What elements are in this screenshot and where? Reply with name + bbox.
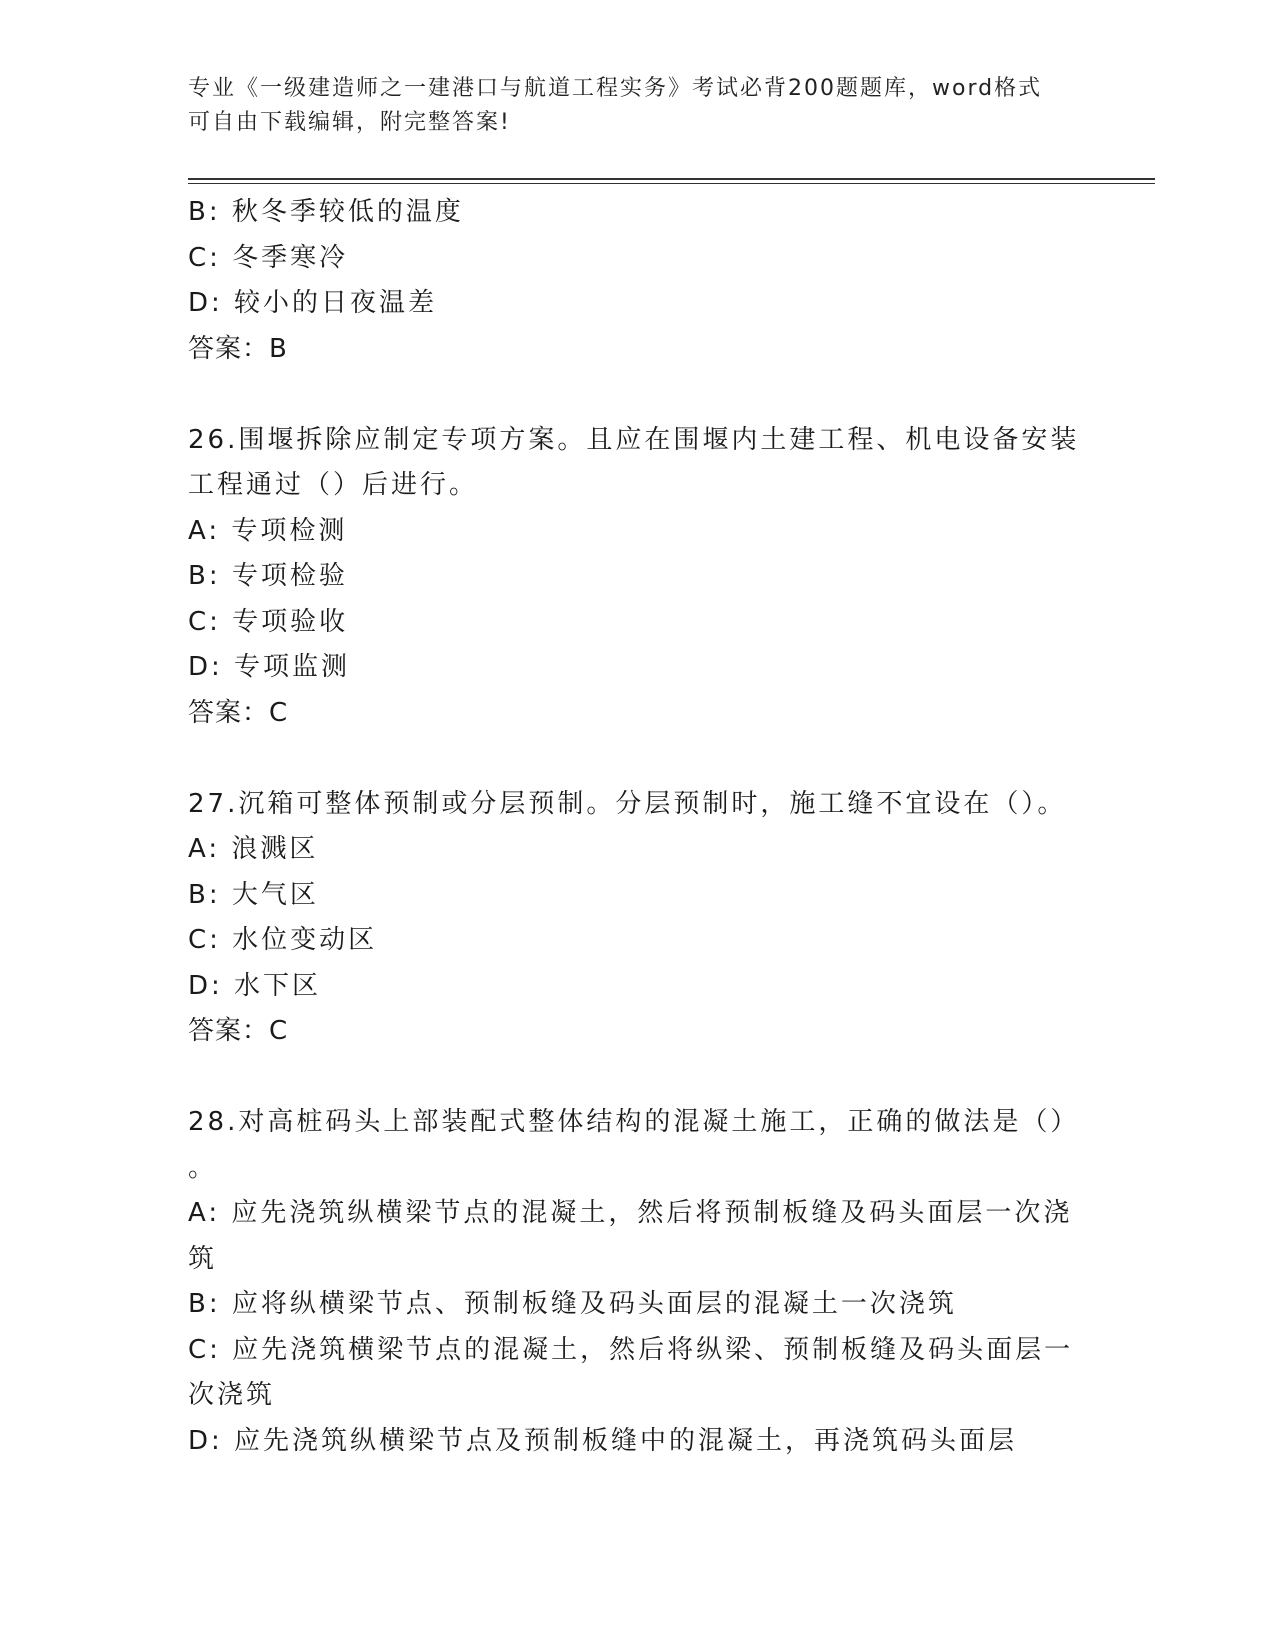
option-c: C: 应先浇筑横梁节点的混凝土，然后将纵梁、预制板缝及码头面层一 xyxy=(188,1334,1074,1365)
question-26 xyxy=(188,418,1088,737)
option-a: A: 浪溅区 xyxy=(188,834,319,864)
answer: 答案：B xyxy=(188,333,288,364)
question-stem: 28.对高桩码头上部装配式整体结构的混凝土施工，正确的做法是（） xyxy=(188,1107,1080,1137)
question-27 xyxy=(188,782,1088,1055)
question-content xyxy=(188,190,1088,1464)
option-b: B: 大气区 xyxy=(188,879,319,910)
answer: 答案：C xyxy=(188,1016,289,1046)
option-c: C: 水位变动区 xyxy=(188,925,378,955)
document-header xyxy=(188,72,1068,140)
option-d: D: 较小的日夜温差 xyxy=(188,288,438,318)
option-c: C: 专项验收 xyxy=(188,606,349,637)
spacer xyxy=(188,736,1088,782)
option-d: D: 水下区 xyxy=(188,970,322,1001)
option-a: A: 应先浇筑纵横梁节点的混凝土，然后将预制板缝及码头面层一次浇 xyxy=(188,1198,1073,1228)
option-b: B: 专项检验 xyxy=(188,561,348,591)
option-d: D: 专项监测 xyxy=(188,652,351,682)
option-d: D: 应先浇筑纵横梁节点及预制板缝中的混凝土，再浇筑码头面层 xyxy=(188,1425,1018,1456)
option-c: C: 冬季寒冷 xyxy=(188,242,349,273)
question-stem-continued: 工程通过（）后进行。 xyxy=(188,470,479,500)
option-a-continued: 筑 xyxy=(188,1243,218,1274)
question-stem: 26.围堰拆除应制定专项方案。且应在围堰内土建工程、机电设备安装 xyxy=(188,424,1080,455)
header-title-line-2: 可自由下载编辑，附完整答案! xyxy=(188,110,511,135)
question-25 xyxy=(188,190,1088,372)
option-b: B: 秋冬季较低的温度 xyxy=(188,197,464,227)
question-stem-continued: 。 xyxy=(188,1152,218,1183)
spacer xyxy=(188,1055,1088,1101)
question-28 xyxy=(188,1100,1088,1464)
question-stem: 27.沉箱可整体预制或分层预制。分层预制时，施工缝不宜设在（）。 xyxy=(188,788,1067,819)
header-divider xyxy=(188,178,1155,184)
header-title-line-1: 专业《一级建造师之一建港口与航道工程实务》考试必背200题题库，word格式 xyxy=(188,76,1043,101)
spacer xyxy=(188,372,1088,418)
answer: 答案：C xyxy=(188,697,289,728)
option-b: B: 应将纵横梁节点、预制板缝及码头面层的混凝土一次浇筑 xyxy=(188,1289,957,1319)
option-a: A: 专项检测 xyxy=(188,515,348,546)
option-c-continued: 次浇筑 xyxy=(188,1380,276,1410)
